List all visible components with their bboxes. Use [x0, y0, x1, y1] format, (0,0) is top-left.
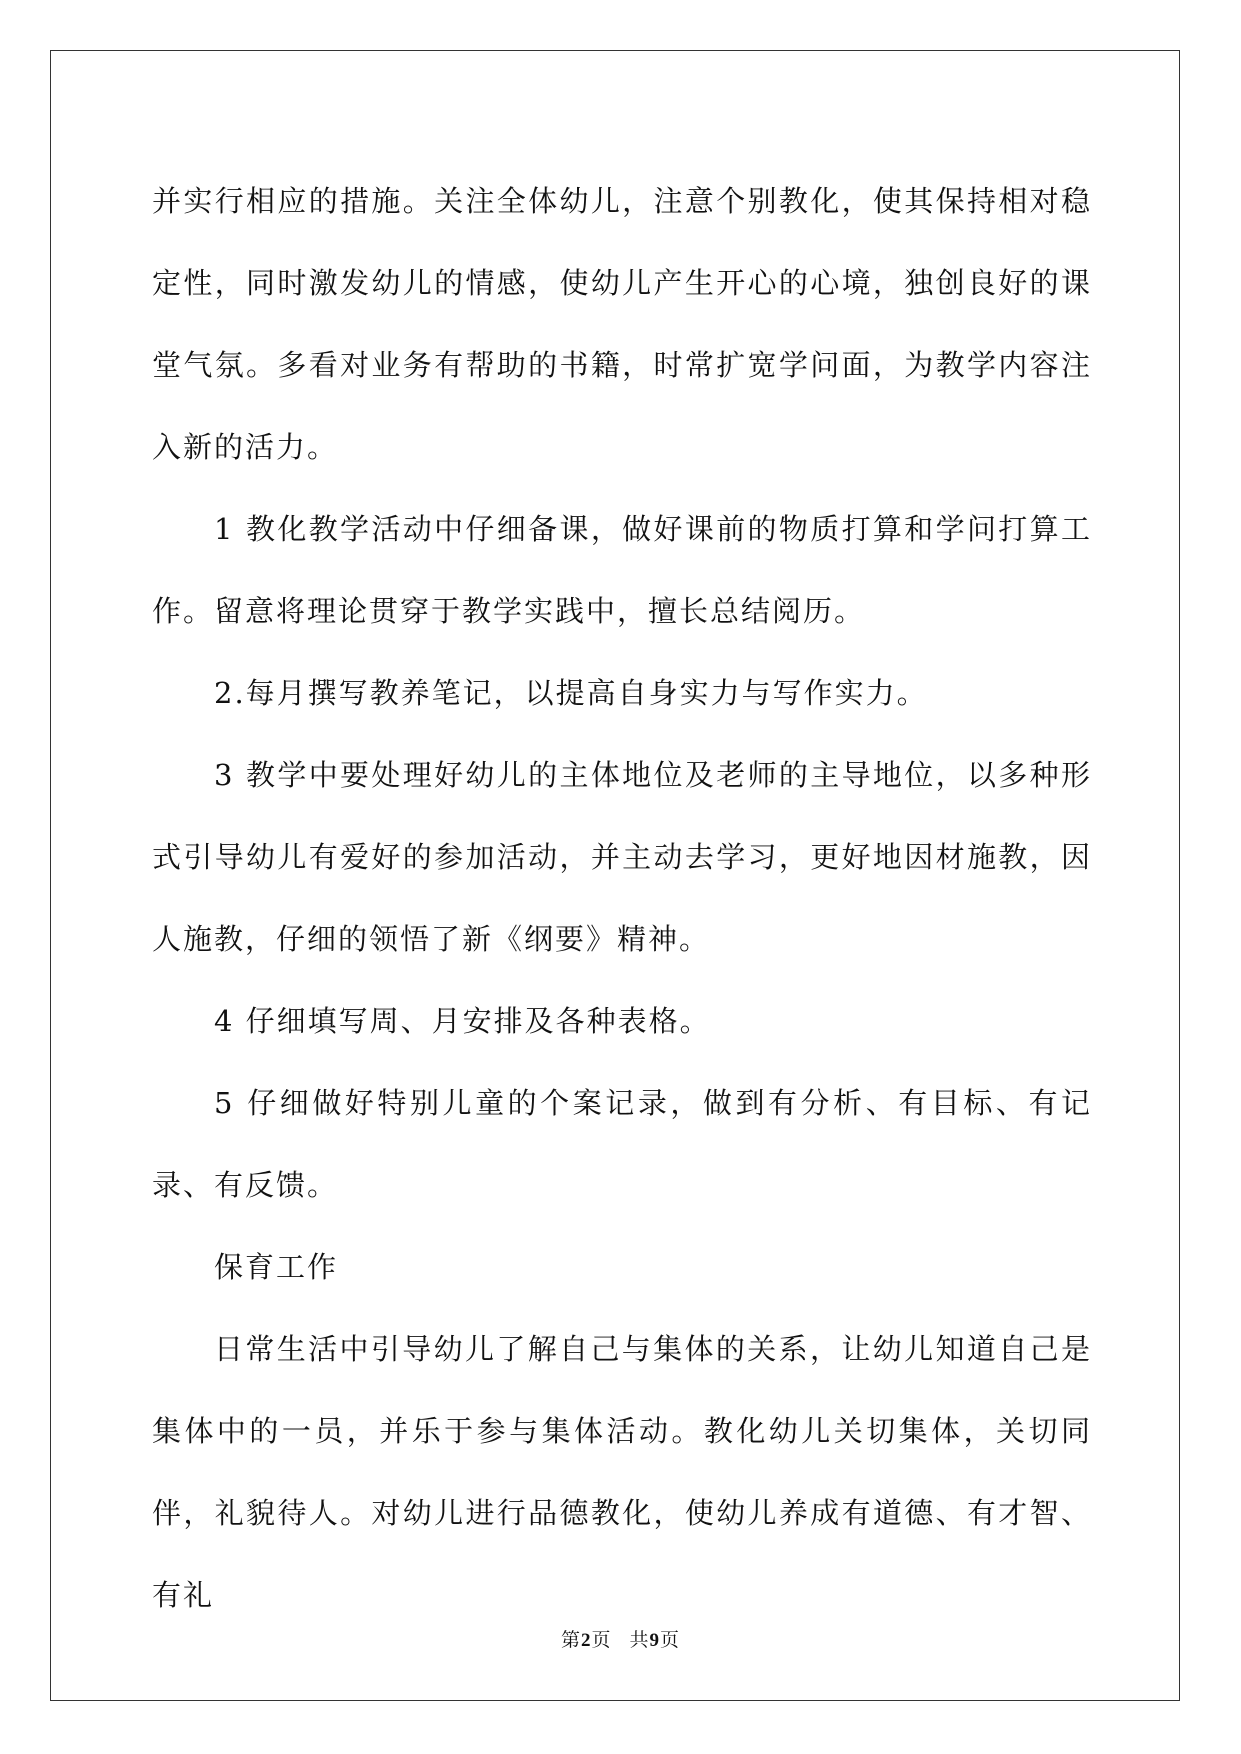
page-unit: 页	[591, 1629, 612, 1651]
paragraph-item-1: 1 教化教学活动中仔细备课，做好课前的物质打算和学问打算工作。留意将理论贯穿于教学实践中，擅长总结阅历。	[152, 512, 1092, 628]
paragraph-item-4: 4 仔细填写周、月安排及各种表格。	[214, 1004, 711, 1038]
paragraph-continuation: 并实行相应的措施。关注全体幼儿，注意个别教化，使其保持相对稳定性，同时激发幼儿的情感，使幼儿产生开心的心境，独创良好的课堂气氛。多看对业务有帮助的书籍，时常扩宽学问面，为教学内容注入新的活力。	[152, 184, 1092, 464]
section-heading: 保育工作	[214, 1250, 339, 1284]
paragraph-item-5: 5 仔细做好特别儿童的个案记录，做到有分析、有目标、有记录、有反馈。	[152, 1086, 1092, 1202]
paragraph-item-2: 2.每月撰写教养笔记，以提高自身实力与写作实力。	[214, 676, 928, 710]
paragraph-item-3: 3 教学中要处理好幼儿的主体地位及老师的主导地位，以多种形式引导幼儿有爱好的参加活动，并主动去学习，更好地因材施教，因人施教，仔细的领悟了新《纲要》精神。	[152, 758, 1092, 956]
page-prefix: 第	[560, 1629, 581, 1651]
document-body	[152, 160, 1092, 1636]
total-unit: 页	[660, 1629, 681, 1651]
paragraph-care-work: 日常生活中引导幼儿了解自己与集体的关系，让幼儿知道自己是集体中的一员，并乐于参与集体活动。教化幼儿关切集体，关切同伴，礼貌待人。对幼儿进行品德教化，使幼儿养成有道德、有才智、有礼	[152, 1332, 1092, 1612]
total-pages: 9	[649, 1630, 661, 1651]
page-number: 2	[580, 1630, 592, 1651]
page-footer	[0, 1625, 1241, 1652]
total-prefix: 共	[629, 1629, 650, 1651]
